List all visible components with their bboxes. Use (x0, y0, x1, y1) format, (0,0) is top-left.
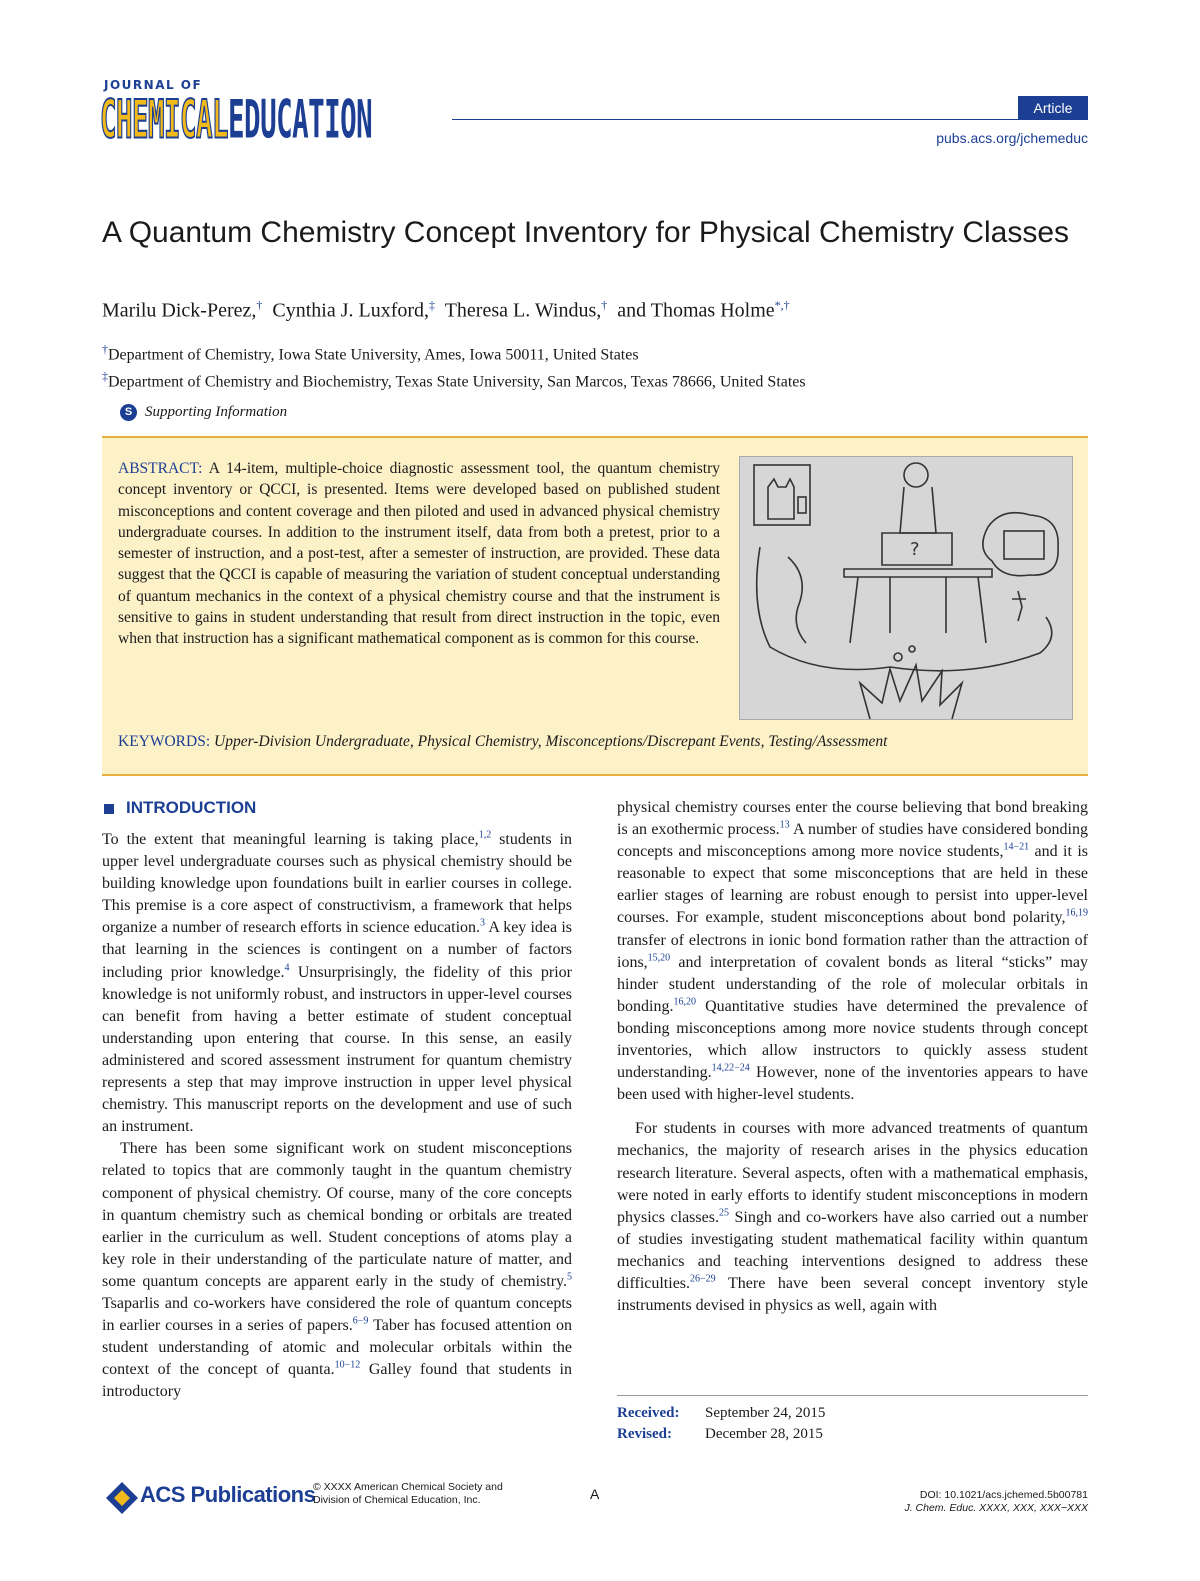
text-run: There has been some significant work on student misconceptions related to topics that are commonly taught in the quantum chemistry component of physical chemistry. Of course, many of the core concepts in quantum chemistry such as chemical bonding or orbitals are treated earlier in the curriculum as well. Student conceptions of atoms play a key role in their understanding of the particulate nature of matter, and some quantum concepts are apparent early in the study of chemistry. (102, 1140, 572, 1290)
text-run: physical chemistry courses enter the course believing that bond breaking is an exothermic process. (617, 799, 1088, 839)
text-run: Unsurprisingly, the fidelity of this prior knowledge is not uniformly robust, and instructors in upper-level courses can benefit from having a better estimate of student conceptual understanding upon entering that course. In this sense, an easily administered and scored assessment instrument for quantum chemistry represents a step that may improve instruction in upper level physical chemistry. This manuscript reports on the development and use of such an instrument. (102, 963, 573, 1136)
date-value: September 24, 2015 (705, 1405, 826, 1421)
publisher-name[interactable]: ACS Publications (140, 1482, 316, 1507)
received-date (617, 1405, 825, 1422)
citation-link[interactable]: 16,19 (1065, 908, 1088, 920)
author-mark: † (601, 298, 608, 312)
text-run: Galley found that students in introductory (102, 1361, 572, 1401)
author-name[interactable]: Cynthia J. Luxford, (272, 299, 430, 322)
abstract-label: ABSTRACT: (118, 460, 203, 477)
date-label: Received: (617, 1405, 680, 1421)
header-divider (452, 119, 1088, 120)
text-run: and it is reasonable to expect that some misconceptions that are held in these earlier stages of learning are robust enough to persist into upper-level courses. For example, student misconceptions about bond polarity, (617, 843, 1088, 927)
affiliation-mark: ‡ (102, 369, 108, 383)
doi-link[interactable]: DOI: 10.1021/acs.jchemed.5b00781 (919, 1489, 1088, 1501)
text-run: transfer of electrons in ionic bond formation rather than the attraction of ions, (617, 931, 1088, 971)
text-run: For students in courses with more advanced treatments of quantum mechanics, the majority of research arises in the physics education research literature. Several aspects, often with a mathematical emphasis, were noted in early efforts to identify student misconceptions in modern physics classes. (617, 1120, 1088, 1226)
text-run: However, none of the inventories appears to have been used with higher-level students. (617, 1064, 1088, 1104)
supporting-info-icon: S (120, 404, 137, 421)
supporting-info-label: Supporting Information (145, 404, 288, 420)
text-run: There have been several concept inventory style instruments devised in physics as well, again with (617, 1274, 1088, 1315)
journal-logo (100, 88, 372, 151)
author-mark: † (256, 298, 263, 312)
citation-link[interactable]: 15,20 (647, 952, 671, 964)
paragraph (617, 1118, 1088, 1317)
abstract (118, 458, 720, 650)
citation-link[interactable]: 14−21 (1003, 841, 1030, 853)
affiliation (102, 342, 639, 364)
keywords-label: KEYWORDS: (118, 733, 211, 750)
copyright-line: © XXXX American Chemical Society and (313, 1481, 503, 1493)
citation-link[interactable]: 10−12 (334, 1359, 361, 1371)
page-number: A (590, 1486, 600, 1502)
acs-logo-icon (102, 1478, 142, 1518)
journal-citation: J. Chem. Educ. XXXX, XXX, XXX−XXX (904, 1502, 1088, 1514)
section-square-icon (104, 804, 114, 814)
citation-link[interactable]: 13 (779, 819, 790, 831)
affiliation (102, 369, 806, 391)
date-value: December 28, 2015 (705, 1426, 823, 1442)
text-run: students in upper level undergraduate courses such as physical chemistry should be building knowledge upon foundations built in earlier courses in college. This premise is a core aspect of constructivism, a framework that helps organize a number of research efforts in science education. (102, 831, 572, 937)
toc-graphic-image (739, 456, 1073, 720)
citation-link[interactable]: 26−29 (690, 1273, 716, 1285)
keywords (118, 733, 1078, 751)
journal-logo-part1: CHEMICAL (100, 89, 229, 150)
author-name[interactable]: Theresa L. Windus, (444, 299, 602, 322)
left-column (102, 829, 572, 1403)
text-run: To the extent that meaningful learning is taking place, (102, 831, 479, 848)
author-mark: *,† (774, 298, 790, 312)
journal-logo-part2: EDUCATION (228, 89, 373, 150)
citation-link[interactable]: 3 (480, 918, 486, 930)
citation-link[interactable]: 1,2 (478, 829, 492, 841)
affiliation-mark: † (102, 342, 108, 356)
revised-date (617, 1426, 823, 1443)
text-run: and interpretation of covalent bonds as literal “sticks” may hinder student understanding of the role of molecular orbitals in bonding. (617, 953, 1088, 1015)
text-run: Quantitative studies have determined the prevalence of bonding misconceptions among more novice students through concept inventories, which allow instructors to quickly assess student understanding. (617, 997, 1088, 1082)
keywords-values: Upper-Division Undergraduate, Physical Chemistry, Misconceptions/Discrepant Events, Testing/Assessment (214, 733, 888, 750)
affiliation-text: Department of Chemistry, Iowa State University, Ames, Iowa 50011, United States (108, 346, 639, 364)
copyright-line: Division of Chemical Education, Inc. (313, 1494, 481, 1506)
right-column (617, 797, 1088, 1317)
citation-link[interactable]: 4 (284, 962, 290, 974)
text-run: Tsaparlis and co-workers have considered the role of quantum concepts in earlier courses in a series of papers. (102, 1294, 572, 1335)
citation-link[interactable]: 5 (567, 1271, 572, 1283)
paragraph (102, 1138, 572, 1403)
author-list (102, 298, 790, 323)
author-name[interactable]: and Thomas Holme (617, 299, 775, 322)
dates-divider (617, 1395, 1088, 1396)
paper-title: A Quantum Chemistry Concept Inventory for Physical Chemistry Classes (102, 216, 1070, 249)
journal-url-link[interactable]: pubs.acs.org/jchemeduc (936, 130, 1088, 146)
text-run: A key idea is that learning in the sciences is contingent on a number of factors including prior knowledge. (102, 919, 572, 981)
svg-text:?: ? (910, 539, 920, 560)
article-type-badge: Article (1018, 96, 1088, 120)
citation-link[interactable]: 25 (718, 1207, 729, 1219)
copyright-notice (313, 1481, 573, 1507)
date-label: Revised: (617, 1426, 672, 1442)
citation-link[interactable]: 16,20 (673, 996, 696, 1008)
author-mark: ‡ (429, 298, 436, 312)
paragraph (617, 797, 1088, 1106)
paragraph (102, 829, 572, 1138)
abstract-body: A 14-item, multiple-choice diagnostic assessment tool, the quantum chemistry concept inventory or QCCI, is presented. Items were developed based on published student misconceptions and content coverage and then piloted and used in advanced physical chemistry undergraduate courses. In addition to the instrument itself, data from both a pretest, prior to a semester of instruction, and a post-test, after a semester of instruction, are provided. These data suggest that the QCCI is capable of measuring the variation of student conceptual understanding of quantum mechanics in the context of a physical chemistry course and that the instrument is sensitive to gains in student understanding that result from direct instruction in the topic, even when that instruction has a significant mathematical component as is common for this course. (118, 460, 720, 648)
citation-link[interactable]: 14,22−24 (711, 1062, 750, 1074)
section-heading-text: INTRODUCTION (126, 798, 257, 817)
affiliation-text: Department of Chemistry and Biochemistry, Texas State University, San Marcos, Texas 78666, United States (108, 373, 806, 391)
section-heading-introduction (104, 798, 256, 818)
supporting-information-link[interactable] (120, 404, 287, 421)
citation-info (904, 1489, 1088, 1515)
journal-name-small: JOURNAL OF (104, 78, 203, 92)
text-run: Singh and co-workers have also carried out a number of studies investigating student mathematical facility within quantum mechanics and teaching interventions designed to address these difficulties. (617, 1208, 1088, 1292)
citation-link[interactable]: 6−9 (352, 1315, 369, 1327)
text-run: A number of studies have considered bonding concepts and misconceptions among more novice students, (617, 821, 1088, 861)
text-run: Taber has focused attention on student understanding of atomic and molecular orbitals within the context of the concept of quanta. (102, 1317, 573, 1379)
author-name[interactable]: Marilu Dick-Perez, (102, 299, 257, 322)
